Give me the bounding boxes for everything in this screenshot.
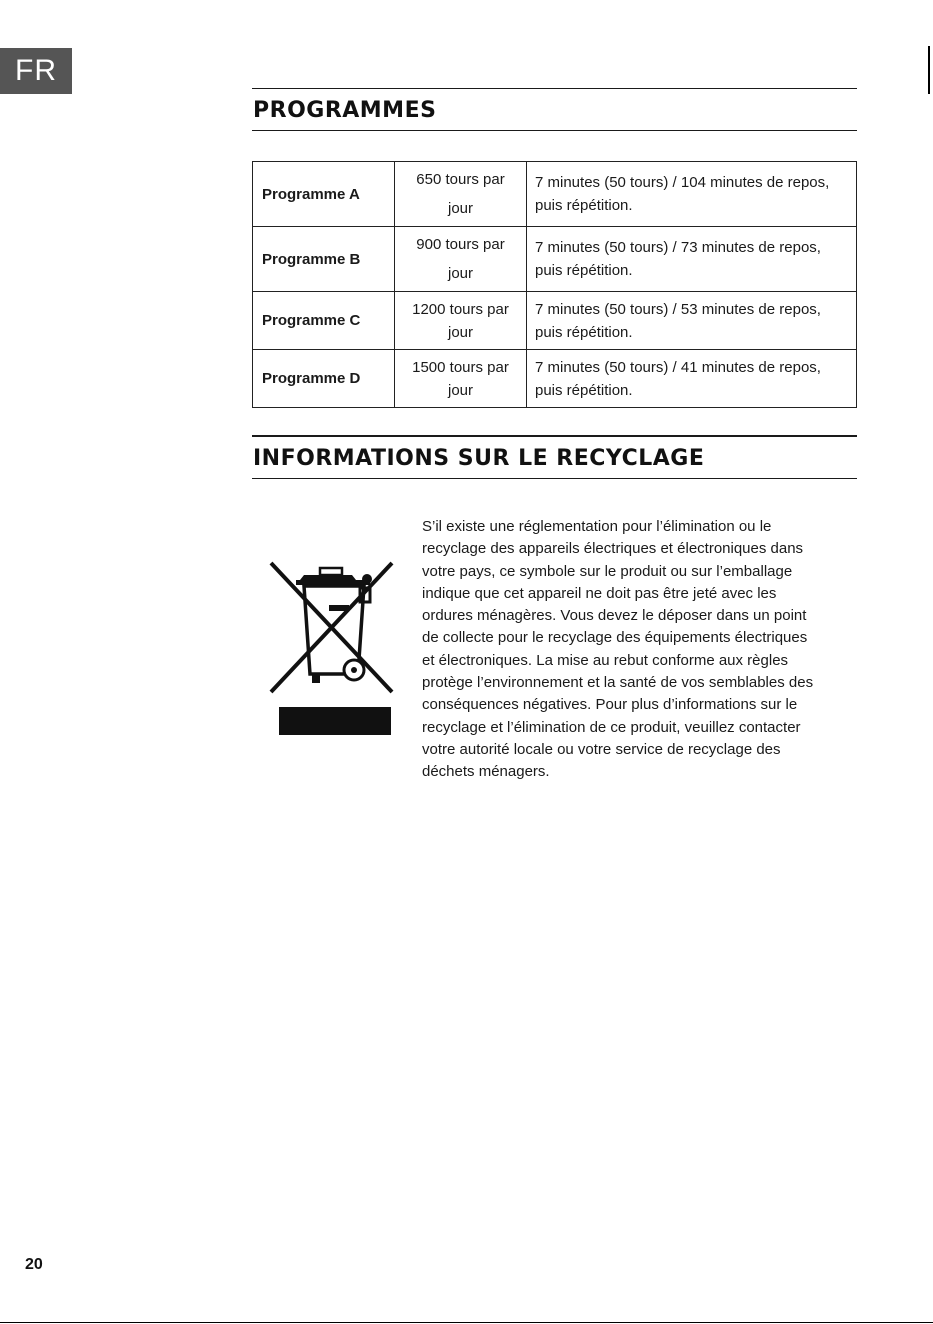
frequency-line: 650 tours par: [416, 171, 505, 188]
recycling-text-line: et électroniques. La mise au rebut conforme aux règles: [422, 651, 789, 669]
table-row: [253, 162, 857, 227]
recycling-text-line: votre pays, ce symbole sur le produit ou sur l’emballage: [422, 562, 793, 580]
recycling-text-line: recyclage et l’élimination de ce produit, veuillez contacter: [422, 718, 801, 736]
programme-name: Programme D: [253, 350, 395, 408]
recycling-text-line: déchets ménagers.: [422, 763, 550, 781]
recycling-text-line: votre autorité locale ou votre service de recyclage des: [422, 740, 781, 758]
recycling-text-line: ordures ménagères. Vous devez le déposer dans un point: [422, 607, 807, 625]
description-line: 7 minutes (50 tours) / 41 minutes de repos,: [535, 358, 821, 376]
frequency-line: jour: [447, 265, 473, 282]
recycling-heading: INFORMATIONS SUR LE RECYCLAGE: [253, 446, 705, 471]
description-line: puis répétition.: [535, 381, 633, 399]
crossed-out-wheelie-bin-icon: [266, 558, 398, 736]
description-line: puis répétition.: [535, 323, 633, 341]
margin-mark: [928, 46, 930, 94]
frequency-line: jour: [447, 381, 473, 399]
recycling-top-rule: [252, 435, 857, 437]
description-line: 7 minutes (50 tours) / 104 minutes de repos,: [535, 174, 830, 191]
recycling-text-line: recyclage des appareils électriques et électroniques dans: [422, 540, 804, 558]
programme-frequency: [395, 227, 527, 292]
recycling-text-line: S’il existe une réglementation pour l’élimination ou le: [422, 518, 772, 535]
frequency-line: 900 tours par: [416, 236, 505, 253]
page-number: 20: [25, 1256, 43, 1273]
programme-frequency: [395, 292, 527, 350]
table-row: [253, 292, 857, 350]
programme-description: [527, 292, 857, 350]
frequency-line: jour: [447, 323, 473, 341]
programme-frequency: [395, 350, 527, 408]
programme-name: Programme C: [253, 292, 395, 350]
programme-name: Programme A: [253, 162, 395, 227]
recycling-text-line: indique que cet appareil ne doit pas être jeté avec les: [422, 584, 777, 602]
recycling-text-line: conséquences négatives. Pour plus d’informations sur le: [422, 696, 798, 714]
frequency-line: 1500 tours par: [412, 358, 509, 376]
recycling-text-line: protège l’environnement et la santé de vos semblables des: [422, 674, 814, 692]
recycling-bottom-rule: [252, 478, 857, 479]
frequency-line: 1200 tours par: [412, 300, 509, 318]
description-line: 7 minutes (50 tours) / 73 minutes de repos,: [535, 239, 821, 256]
description-line: puis répétition.: [535, 262, 633, 279]
recycling-paragraph: [422, 516, 842, 784]
programme-description: [527, 350, 857, 408]
programme-frequency: [395, 162, 527, 227]
programme-description: [527, 162, 857, 227]
table-row: [253, 227, 857, 292]
programme-description: [527, 227, 857, 292]
description-line: puis répétition.: [535, 197, 633, 214]
programmes-bottom-rule: [252, 130, 857, 131]
programmes-top-rule: [252, 88, 857, 89]
programmes-table: [252, 161, 857, 408]
description-line: 7 minutes (50 tours) / 53 minutes de repos,: [535, 300, 821, 318]
programme-name: Programme B: [253, 227, 395, 292]
language-tab: FR: [0, 48, 72, 94]
bottom-rule: [0, 1322, 933, 1323]
frequency-line: jour: [447, 200, 473, 217]
recycling-text-line: de collecte pour le recyclage des équipements électriques: [422, 629, 808, 647]
programmes-heading: PROGRAMMES: [253, 98, 437, 123]
table-row: [253, 350, 857, 408]
